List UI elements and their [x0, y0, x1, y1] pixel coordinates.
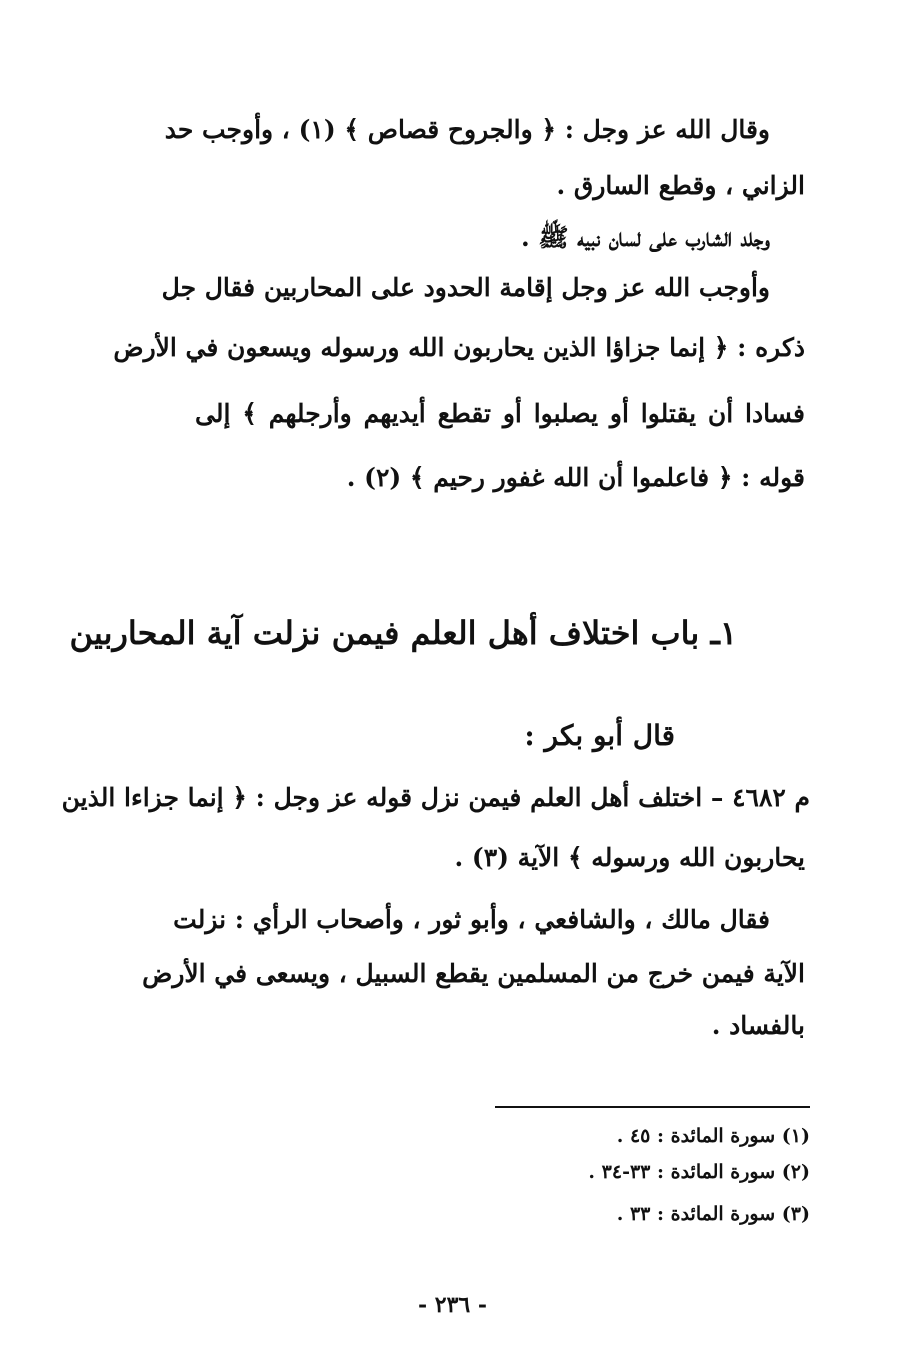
section-line-4: الآية فيمن خرج من المسلمين يقطع السبيل ، ويسعى في الأرض — [142, 959, 805, 988]
page-number: - ٢٣٦ - — [417, 1292, 488, 1318]
section-line-5: بالفساد . — [711, 1011, 805, 1040]
footnote-3: (٣) سورة المائدة : ٣٣ . — [616, 1203, 810, 1225]
section-line-1: م ٤٦٨٢ – اختلف أهل العلم فيمن نزل قوله عز وجل : ﴿ إنما جزاءا الذين — [61, 783, 810, 812]
body-line-1: وقال الله عز وجل : ﴿ والجروح قصاص ﴾ (١) ، وأوجب حد — [164, 115, 770, 144]
body-line-5: ذكره : ﴿ إنما جزاؤا الذين يحاربون الله ورسوله ويسعون في الأرض — [113, 333, 805, 362]
body-line-4: وأوجب الله عز وجل إقامة الحدود على المحاربين فقال جل — [161, 273, 770, 302]
footnote-divider — [495, 1106, 810, 1108]
footnote-1: (١) سورة المائدة : ٤٥ . — [616, 1125, 810, 1147]
chapter-heading: ١ـ باب اختلاف أهل العلم فيمن نزلت آية المحاربين — [69, 614, 737, 652]
body-line-3: وجلد الشارب على لسان نبيه ﷺ . — [520, 223, 770, 252]
body-line-7: قوله : ﴿ فاعلموا أن الله غفور رحيم ﴾ (٢) . — [346, 463, 805, 492]
section-line-3: فقال مالك ، والشافعي ، وأبو ثور ، وأصحاب الرأي : نزلت — [173, 905, 770, 934]
body-line-2: الزاني ، وقطع السارق . — [556, 171, 805, 200]
subheading: قال أبو بكر : — [524, 719, 675, 752]
section-line-2: يحاربون الله ورسوله ﴾ الآية (٣) . — [454, 843, 805, 872]
footnote-2: (٢) سورة المائدة : ٣٣-٣٤ . — [588, 1161, 810, 1183]
body-line-6: فسادا أن يقتلوا أو يصلبوا أو تقطع أيديهم وأرجلهم ﴾ إلى — [195, 399, 805, 428]
